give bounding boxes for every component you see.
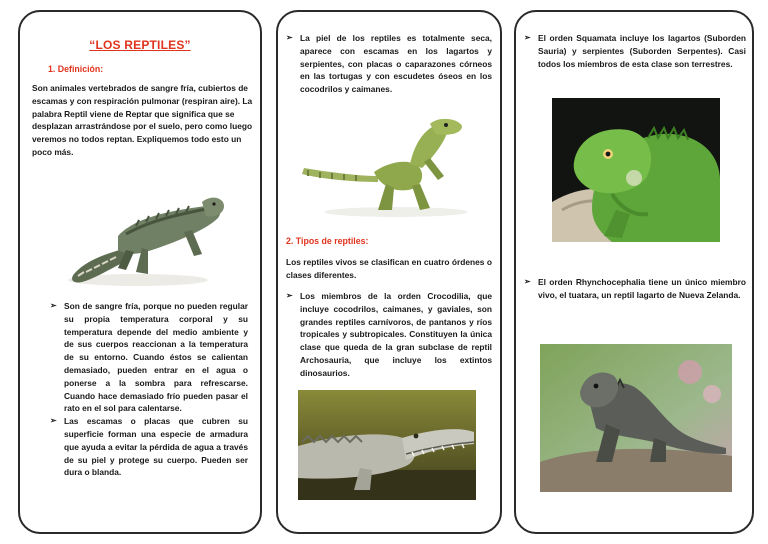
crocodile-image: [298, 390, 476, 500]
section-heading-types: 2. Tipos de reptiles:: [286, 236, 369, 246]
arrow-bullet-icon: ➢: [50, 416, 57, 426]
arrow-bullet-icon: ➢: [286, 291, 293, 300]
arrow-bullet-icon: ➢: [524, 277, 531, 286]
water-dragon-image: [298, 110, 476, 226]
arrow-bullet-icon: ➢: [50, 301, 57, 310]
bullet-item-crocodilia: ➢ Los miembros de la orden Crocodilia, que incluye cocodrilos, caimanes, y gaviales, son grandes reptiles carnívoros, de pantanos y ríos tropicales y subtropicales. Constituyen la única clase que queda de la gran subclase de reptil Archosauria, que incluye los extintos dinosaurios.: [286, 291, 492, 378]
arrow-bullet-icon: ➢: [286, 33, 293, 42]
bullet-item-scales: ➢ Las escamas o placas que cubren su superficie forman una especie de armadura que ayuda a evitar la pérdida de agua a través de su piel y protege su cuerpo. Pueden ser dura o blanda.: [50, 416, 248, 478]
green-iguana-image: [56, 176, 226, 294]
bullet-list-left: [50, 300, 248, 479]
bullet-item-cold-blood: ➢ Son de sangre fría, porque no pueden regular su propia temperatura corporal y su temperatura depende del medio ambiente y de sus cuerpos reaccionan a la temperatura de su entorno. Cuando éstos se calientan demasiado, pueden entrar en el agua o ponerse a la sombra para refrescarse. Cuando hace demasiado frío pueden pasar el rato en el sol para calentarse.: [50, 301, 248, 414]
types-intro-paragraph: Los reptiles vivos se clasifican en cuatro órdenes o clases diferentes.: [286, 257, 492, 280]
arrow-bullet-icon: ➢: [524, 33, 531, 42]
tuatara-image: [540, 344, 732, 492]
iguana-closeup-image: [552, 98, 720, 242]
bullet-item-rhynchocephalia: ➢ El orden Rhynchocephalia tiene un único miembro vivo, el tuatara, un reptil lagarto de Nueva Zelanda.: [524, 277, 746, 300]
panel-middle: [276, 10, 502, 534]
bullet-item-dry-skin: ➢ La piel de los reptiles es totalmente seca, aparece con escamas en los lagartos y serpientes, con placas o caparazones córneos en las tortugas y con escudetes óseos en los cocodrilos y caimanes.: [286, 33, 492, 95]
bullet-item-squamata: ➢ El orden Squamata incluye los lagartos (Suborden Sauria) y serpientes (Suborden Serpentes). Casi todos los miembros de esta clase son terrestres.: [524, 33, 746, 69]
definition-paragraph: Son animales vertebrados de sangre fría, cubiertos de escamas y con respiración pulmonar (respiran aire). La palabra Reptil viene de Reptar que significa que se desplazan arrastrándose por el suelo, pero como luego veremos no todos reptan. Expliquemos todo esto un poco más.: [32, 83, 253, 157]
section-heading-definition: 1. Definición:: [48, 64, 104, 74]
panel-left: [18, 10, 262, 534]
brochure-title: “LOS REPTILES”: [89, 38, 191, 52]
panel-right: [514, 10, 754, 534]
